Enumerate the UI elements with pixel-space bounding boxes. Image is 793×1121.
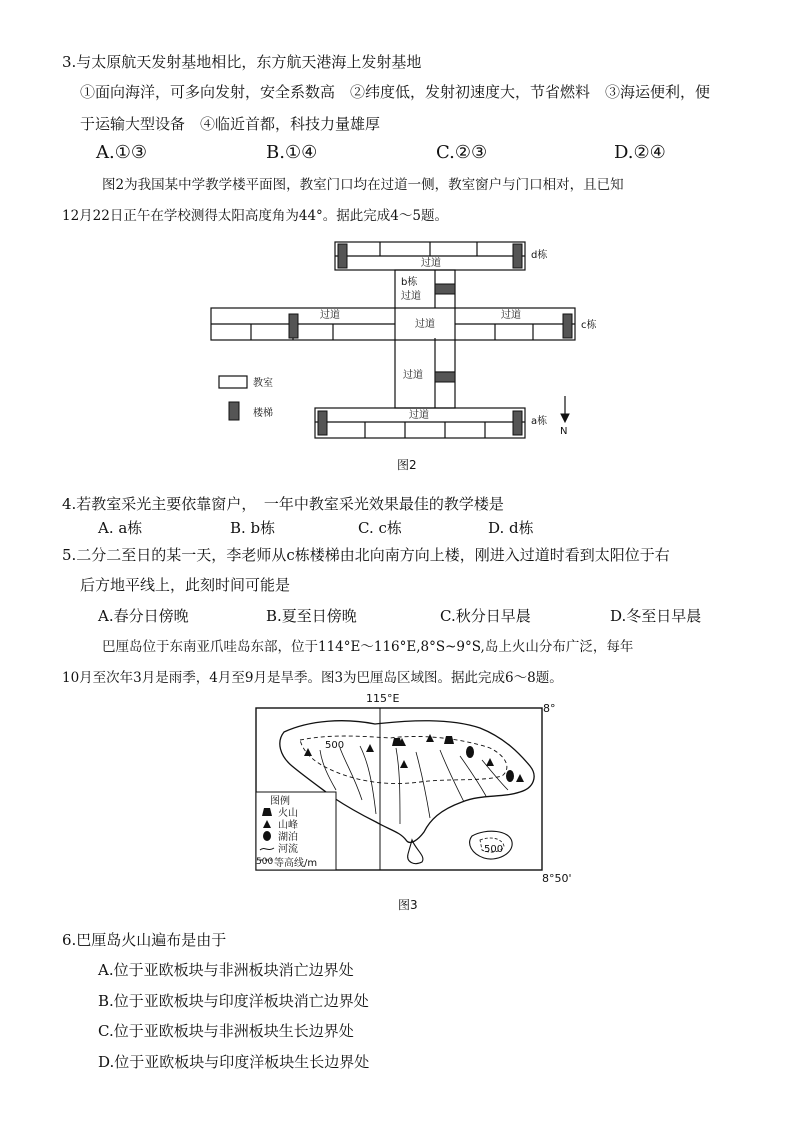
stairs-b-lower [435,372,455,382]
label-a: a栋 [531,416,548,427]
stairs-a-right [513,411,522,435]
label-b-corridor: 过道 [401,291,421,302]
legend-classroom-label: 教室 [253,378,273,389]
legend-stairs-swatch [229,402,239,420]
q4-option-c: C. c栋 [358,519,402,537]
stairs-b [435,284,455,294]
q5-option-d: D.冬至日早晨 [610,607,702,625]
label-corridor-c-right: 过道 [501,310,521,321]
q3-option-d: D.②④ [614,142,666,163]
legend-title: 图例 [270,796,290,807]
legend-classroom-swatch [219,376,247,388]
q5-option-c: C.秋分日早晨 [440,607,531,625]
lon-label: 115°E [366,692,400,705]
legend-peak: 山峰 [278,820,298,831]
contour-label-500: 500 [325,740,345,751]
lat-bottom-label: 8°50' [542,872,572,885]
q6-option-d: D.位于亚欧板块与印度洋板块生长边界处 [98,1053,370,1071]
label-north: N [560,426,568,437]
stairs-d-right [513,244,522,268]
label-corridor-d: 过道 [421,258,441,269]
label-b: b栋 [401,277,418,288]
river-network [320,746,508,824]
legend-stairs-label: 楼梯 [253,408,273,419]
intro3-line2: 10月至次年3月是雨季，4月至9月是旱季。图3为巴厘岛区域图。据此完成6～8题。 [62,670,563,686]
label-corridor-c-left: 过道 [320,310,340,321]
stairs-c-right [563,314,572,338]
legend-contour: 等高线/m [274,858,318,869]
contour-label-nusa: 500 [484,844,504,855]
q5-stem-line2: 后方地平线上，此刻时间可能是 [80,576,291,594]
stairs-d-left [338,244,347,268]
label-c: c栋 [581,320,597,331]
q4-option-a: A. a栋 [98,519,143,537]
map-legend [256,792,336,870]
figure3-bali-map [250,690,572,888]
q5-stem-line1: 5.二分二至日的某一天，李老师从c栋楼梯由北向南方向上楼，刚进入过道时看到太阳位于右 [62,546,670,564]
intro3-line1: 巴厘岛位于东南亚爪哇岛东部，位于114°E～116°E,8°S~9°S,岛上火山分布广泛，每年 [102,639,634,655]
q3-items-line2: 于运输大型设备 ④临近首都，科技力量雄厚 [80,115,381,133]
q6-option-b: B.位于亚欧板块与印度洋板块消亡边界处 [98,992,369,1010]
q6-option-c: C.位于亚欧板块与非洲板块生长边界处 [98,1022,354,1040]
q4-stem: 4.若教室采光主要依靠窗户， 一年中教室采光效果最佳的教学楼是 [62,495,504,513]
q6-stem: 6.巴厘岛火山遍布是由于 [62,931,227,949]
legend-lake: 湖泊 [278,832,298,843]
north-arrow-icon [561,396,569,422]
legend-lake-icon [263,831,271,841]
label-corridor-c-mid: 过道 [415,319,435,330]
q3-option-b: B.①④ [266,142,318,163]
q4-option-b: B. b栋 [230,519,276,537]
figure2-floor-plan [205,238,605,443]
label-corridor-a: 过道 [409,410,429,421]
q3-option-c: C.②③ [436,142,488,163]
intro2-line2: 12月22日正午在学校测得太阳高度角为44°。据此完成4～5题。 [62,208,448,224]
q5-option-a: A.春分日傍晚 [98,607,189,625]
q5-option-b: B.夏至日傍晚 [266,607,357,625]
stairs-c-left [289,314,298,338]
q3-stem: 3.与太原航天发射基地相比，东方航天港海上发射基地 [62,53,422,71]
stairs-a-left [318,411,327,435]
legend-volcano: 火山 [278,808,298,819]
figure3-caption: 图3 [398,898,418,912]
q3-items-line1: ①面向海洋，可多向发射，安全系数高 ②纬度低，发射初速度大，节省燃料 ③海运便利，便 [80,83,711,101]
lat-top-label: 8° [543,702,556,715]
q4-option-d: D. d栋 [488,519,534,537]
intro2-line1: 图2为我国某中学教学楼平面图，教室门口均在过道一侧，教室窗户与门口相对，且已知 [102,177,624,193]
legend-contour-value: 500 [256,857,274,867]
label-d: d栋 [531,250,548,261]
legend-river: 河流 [278,844,298,855]
q3-option-a: A.①③ [96,142,147,163]
label-corridor-b: 过道 [403,370,423,381]
q6-option-a: A.位于亚欧板块与非洲板块消亡边界处 [98,961,354,979]
bali-peninsula [408,840,423,864]
figure2-caption: 图2 [397,458,417,472]
